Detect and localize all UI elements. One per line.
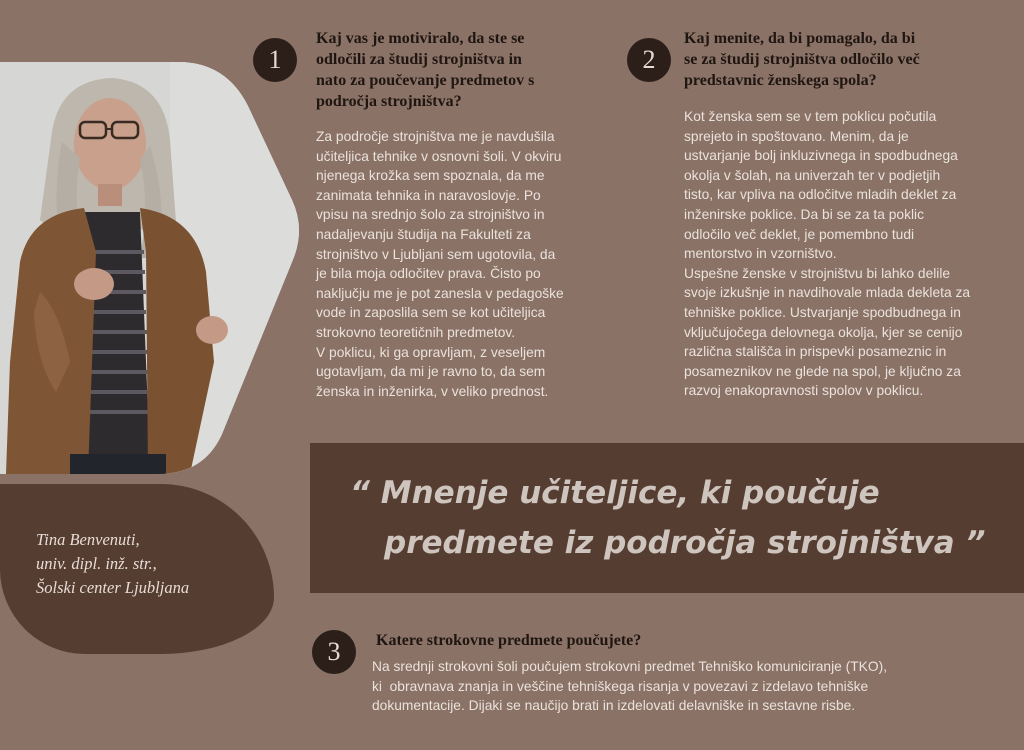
answer-1-line: V poklicu, ki ga opravljam, z veseljem	[316, 344, 546, 360]
quote-line-1: “ Mnenje učiteljice, ki poučuje	[350, 475, 880, 511]
question-1-line: nato za poučevanje predmetov s	[316, 72, 535, 89]
question-1-line: odločili za študij strojništva in	[316, 51, 522, 68]
answer-3-line: Na srednji strokovni šoli poučujem strokovni predmet Tehniško komuniciranje (TKO),	[372, 659, 888, 674]
answer-2-line: posameznikov ne glede na spol, je ključno za	[684, 363, 961, 379]
portrait-photo	[0, 62, 300, 474]
answer-2-line: različna stališča in prispevki posameznic in	[684, 344, 947, 360]
answer-2-line: svoje izkušnje in navdihovale mlada dekleta za	[684, 285, 971, 301]
question-1-line: Kaj vas je motiviralo, da ste se	[316, 30, 525, 47]
answer-1-line: njenega krožka sem spoznala, da me	[316, 168, 545, 184]
answer-1-line: vpisu na srednjo šolo za strojništvo in	[316, 207, 545, 223]
answer-2-line: tehniške poklice. Ustvarjanje spodbudnega in	[684, 304, 961, 320]
answer-2-line: vključujočega delovnega okolja, kjer se cenijo	[684, 324, 963, 340]
answer-1-line: naključju me je pot zanesla v pedagoške	[316, 285, 564, 301]
answer-2-line: okolja v šolah, na univerzah ter v podjetjih	[684, 167, 941, 183]
answer-2-line: Kot ženska sem se v tem poklicu počutila	[684, 109, 937, 124]
question-2-title	[684, 28, 984, 91]
question-2-answer	[684, 107, 1014, 401]
answer-1-line: nadaljevanju študija na Fakulteti za	[316, 226, 531, 242]
question-1-title	[316, 28, 606, 112]
question-2-number: 2	[627, 38, 671, 82]
question-3-title: Katere strokovne predmete poučujete?	[376, 632, 642, 649]
answer-1-line: ženska in inženirka, v veliko prednost.	[316, 383, 549, 399]
answer-2-line: odločilo več deklet, je pomembno tudi	[684, 226, 915, 242]
answer-2-line: ustvarjanje bolj inkluzivnega in spodbudnega	[684, 148, 958, 164]
question-2-line: predstavnic ženskega spola?	[684, 72, 877, 89]
quote-text	[350, 468, 1010, 568]
question-2-line: Kaj menite, da bi pomagalo, da bi	[684, 30, 916, 47]
speaker-school: Šolski center Ljubljana	[36, 578, 190, 597]
answer-1-line: strojništvo v Ljubljani sem ugotovila, da	[316, 246, 556, 262]
answer-2-line: razvoj enakopravnosti spolov v poklicu.	[684, 383, 924, 399]
answer-3-line: ki obravnava znanja in veščine tehniškega risanja v povezavi z izdelavo tehniške	[372, 678, 869, 694]
question-3-answer	[372, 657, 1012, 716]
speaker-title: univ. dipl. inž. str.,	[36, 554, 157, 573]
answer-1-line: učiteljica tehnike v osnovni šoli. V okviru	[316, 148, 562, 164]
answer-3-line: dokumentacije. Dijaki se naučijo brati in izdelovati delavniške in sestavne risbe.	[372, 698, 856, 714]
answer-2-line: inženirske poklice. Da bi se za ta poklic	[684, 206, 925, 222]
question-1-answer	[316, 127, 616, 401]
answer-2-line: sprejeto in spoštovano. Menim, da je	[684, 128, 909, 144]
answer-1-line: strokovno teoretičnih predmetov.	[316, 324, 516, 340]
speaker-caption	[36, 528, 266, 600]
question-1-line: področja strojništva?	[316, 93, 462, 110]
portrait-illustration	[0, 62, 300, 474]
answer-1-line: Za področje strojništva me je navdušila	[316, 129, 555, 144]
answer-2-line: tisto, kar vpliva na odločitve mladih deklet za	[684, 187, 957, 203]
answer-1-line: vode in zaposlila sem se kot učiteljica	[316, 305, 546, 321]
speaker-name: Tina Benvenuti,	[36, 530, 140, 549]
answer-2-line: mentorstvo in vzorništvo.	[684, 246, 837, 262]
answer-1-line: je bila moja odločitev prava. Čisto po	[316, 266, 541, 282]
question-1-number: 1	[253, 38, 297, 82]
answer-1-line: ugotavljam, da mi je ravno to, da sem	[316, 364, 546, 380]
question-2-line: se za študij strojništva odločilo več	[684, 51, 920, 68]
question-3-number: 3	[312, 630, 356, 674]
quote-line-2: predmete iz področja strojništva ”	[384, 525, 986, 561]
answer-1-line: zanimata tehnika in naravoslovje. Po	[316, 187, 541, 203]
answer-2-line: Uspešne ženske v strojništvu bi lahko delile	[684, 265, 951, 281]
